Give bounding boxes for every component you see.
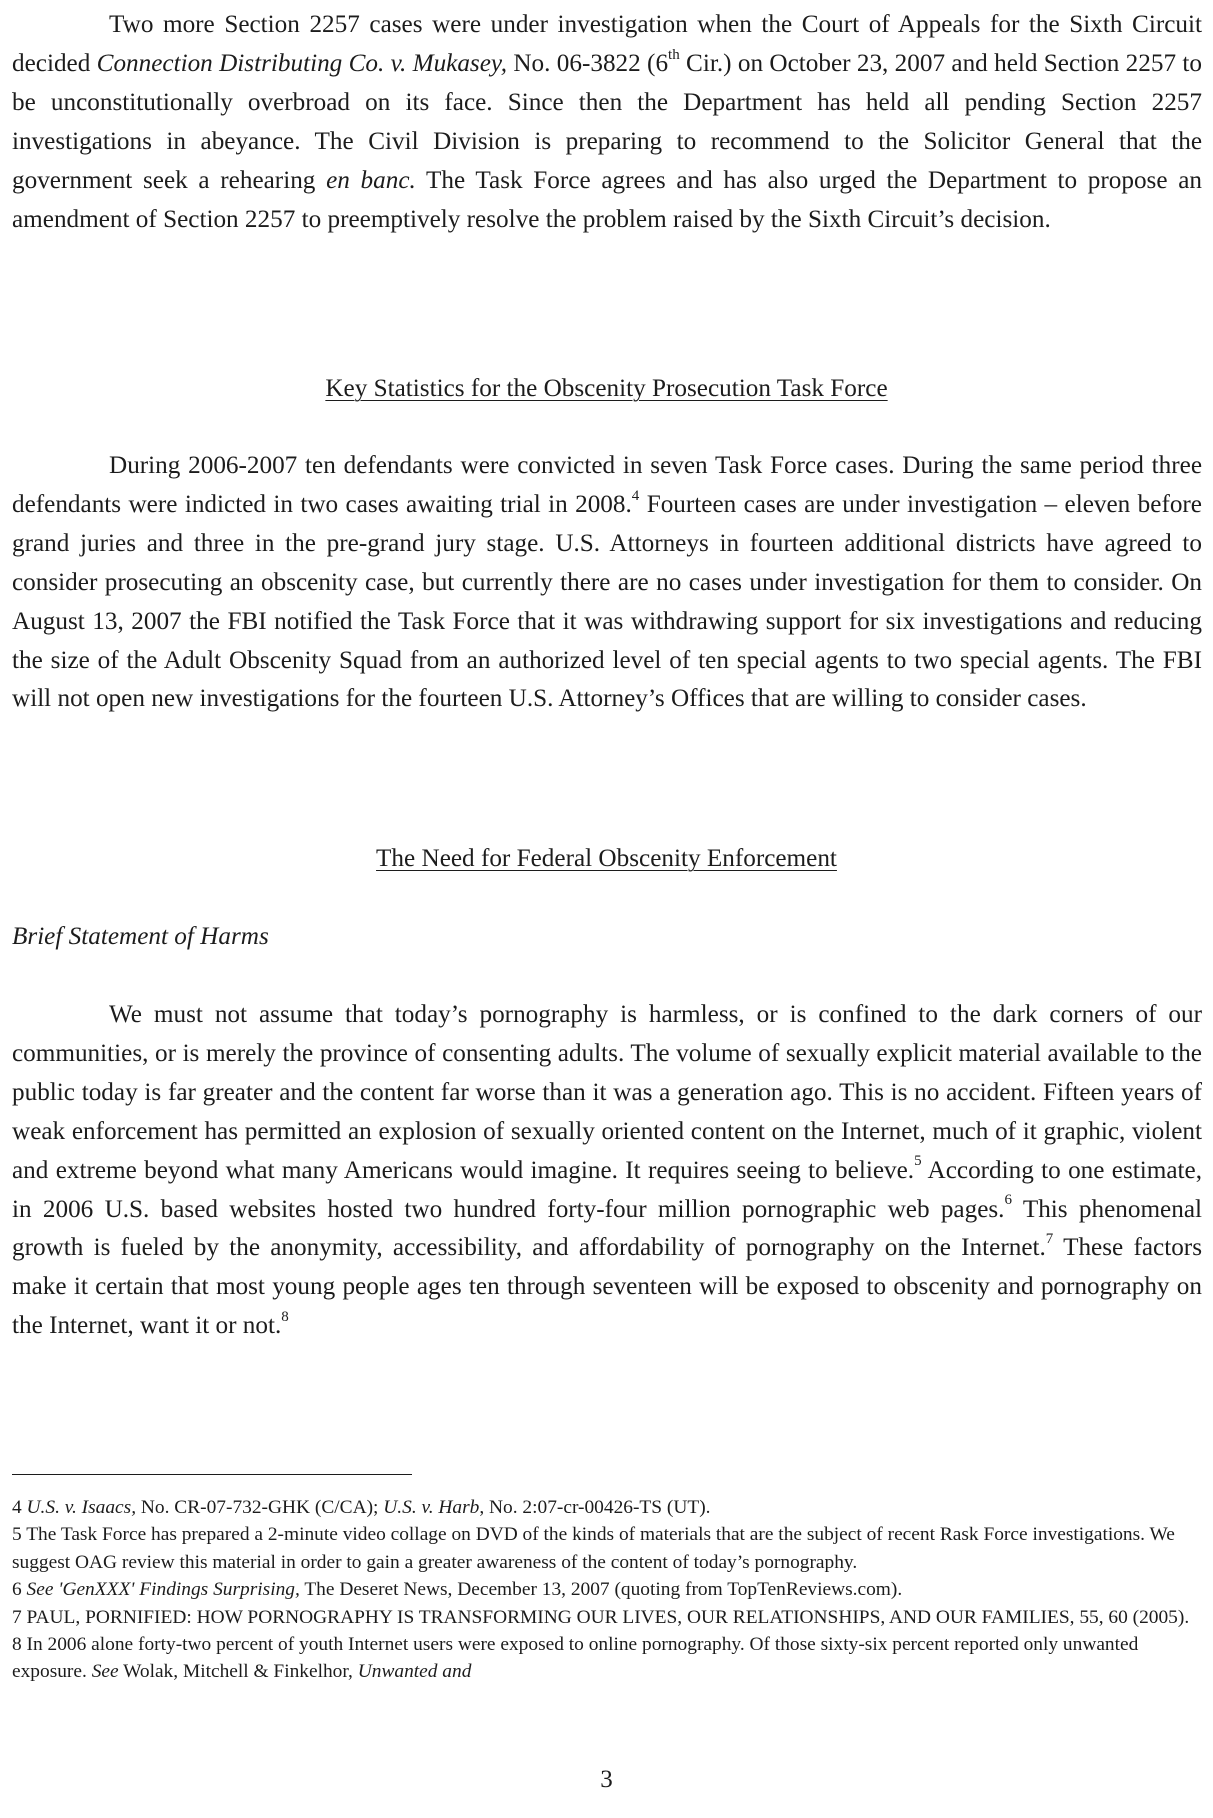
citation-title: Unwanted and [357, 1661, 472, 1683]
text-run: During 2006-2007 ten defendants were convicted in seven Task Force cases. During the same period three defendants were indicted in two cases awaiting trial in 2008. [12, 452, 1202, 518]
heading-text: The Need for Federal Obscenity Enforcement [376, 845, 837, 872]
text-run: According to one estimate, in 2006 U.S. based websites hosted two hundred forty-four million pornographic web pages. [12, 1156, 1202, 1223]
paragraph-key-statistics [12, 447, 1202, 719]
signal-word: See [91, 1661, 119, 1683]
footnote-4 [12, 1494, 1202, 1521]
heading-text: Key Statistics for the Obscenity Prosecution Task Force [325, 375, 888, 402]
text-run: Fourteen cases are under investigation – eleven before grand juries and three in the pre-grand jury stage. U.S. Attorneys in fourteen additional districts have agreed to consider prosecuting an obscenity case, but currently there are no cases under investigation for them to consider. On August 13, 2007 the FBI notified the Task Force that it was withdrawing support for six investigations and reducing the size of the Adult Obscenity Squad from an authorized level of ten special agents to two special agents. The FBI will not open new investigations for the fourteen U.S. Attorney’s Offices that are willing to consider cases. [12, 490, 1202, 713]
footnote-ref: 8 [281, 1308, 289, 1325]
section-heading-need-for-enforcement [0, 840, 1213, 878]
footnote-8 [12, 1631, 1202, 1686]
text-run: No. CR-07-732-GHK (C/CA); [136, 1497, 384, 1518]
case-citation: U.S. v. Harb [383, 1497, 480, 1518]
footnote-number: 4 [12, 1497, 27, 1518]
footnote-6 [12, 1576, 1202, 1603]
footnote-number: 6 [12, 1579, 27, 1601]
footnote-ref: 7 [1045, 1231, 1054, 1248]
text-run: These factors make it certain that most young people ages ten through seventeen will be exposed to obscenity and pornography on the Internet, want it or not. [12, 1234, 1202, 1340]
text-run: This phenomenal growth is fueled by the anonymity, accessibility, and affordability of pornography on the Internet. [12, 1195, 1203, 1262]
text-run: Two more Section 2257 cases were under investigation when the Court of Appeals for the Sixth Circuit decided [12, 11, 1202, 77]
text-run: The Deseret News, December 13, 2007 (quoting from TopTenReviews.com). [299, 1579, 903, 1601]
footnotes [12, 1494, 1202, 1686]
paragraph-brief-statement-of-harms [12, 996, 1202, 1346]
latin-term: en banc. [326, 166, 416, 194]
text-run: , No. 2:07-cr-00426-TS (UT). [479, 1497, 711, 1518]
case-citation: U.S. v. Isaacs, [26, 1497, 137, 1518]
case-citation: Connection Distributing Co. v. Mukasey, [96, 49, 508, 77]
footnote-divider [12, 1474, 412, 1475]
text-run: No. 06-3822 (6 [507, 49, 669, 77]
subheading-brief-statement: Brief Statement of Harms [12, 923, 269, 950]
text-run: The Task Force agrees and has also urged the Department to propose an amendment of Section 2257 to preemptively resolve the problem raised by the Sixth Circuit’s decision. [12, 166, 1202, 233]
text-run: 8 In 2006 alone forty-two percent of youth Internet users were exposed to online pornography. Of those sixty-six percent reported only unwanted exposure. [12, 1634, 1139, 1683]
footnote-ref: 4 [631, 487, 640, 504]
text-run: We must not assume that today’s pornography is harmless, or is confined to the dark corners of our communities, or is merely the province of consenting adults. The volume of sexually explicit material available to the public today is far greater and the content far worse than it was a generation ago. This is no accident. Fifteen years of weak enforcement has permitted an explosion of sexually oriented content on the Internet, much of it graphic, violent and extreme beyond what many Americans would imagine. It requires seeing to believe. [12, 1001, 1202, 1184]
footnote-ref: 5 [914, 1153, 922, 1170]
citation-title: See 'GenXXX' Findings Surprising, [26, 1579, 300, 1601]
footnote-7: 7 PAUL, PORNIFIED: HOW PORNOGRAPHY IS TRANSFORMING OUR LIVES, OUR RELATIONSHIPS, AND OUR FAMILIES, 55, 60 (2005). [12, 1606, 1190, 1628]
paragraph-section-2257 [12, 6, 1202, 239]
section-heading-key-statistics [0, 370, 1213, 408]
superscript: th [668, 46, 680, 63]
text-run: Wolak, Mitchell & Finkelhor, [118, 1661, 358, 1683]
footnote-ref: 6 [1004, 1192, 1012, 1209]
footnote-5: 5 The Task Force has prepared a 2-minute video collage on DVD of the kinds of materials that are the subject of recent Rask Force investigations. We suggest OAG review this material in order to gain a greater awareness of the content of today’s pornography. [12, 1524, 1175, 1573]
page-number: 3 [600, 1766, 613, 1793]
text-run: Cir.) on October 23, 2007 and held Section 2257 to be unconstitutionally overbroad on its face. Since then the Department has held all pending Section 2257 investigations in abeyance. The Civil Division is preparing to recommend to the Solicitor General that the government seek a rehearing [12, 49, 1202, 194]
